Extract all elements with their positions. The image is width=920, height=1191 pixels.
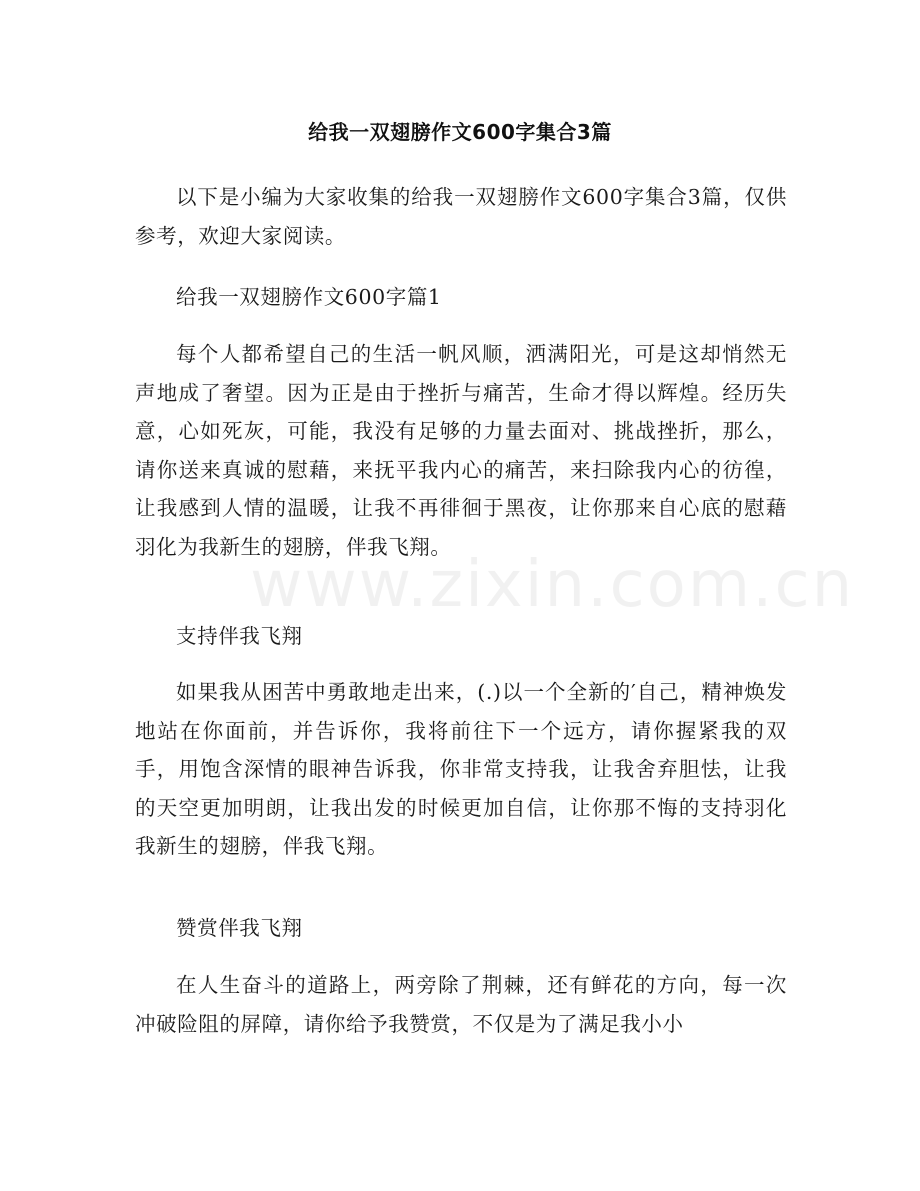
intro-paragraph: 以下是小编为大家收集的给我一双翅膀作文600字集合3篇，仅供参考，欢迎大家阅读。	[135, 185, 787, 248]
watermark: www.zixin.com.cn	[250, 548, 855, 622]
body-paragraph-3: 在人生奋斗的道路上，两旁除了荆棘，还有鲜花的方向，每一次冲破险阻的屏障，请你给予我赞赏，不仅是为了满足我小小	[135, 973, 787, 1036]
document-title: 给我一双翅膀作文600字集合3篇	[308, 120, 612, 144]
section-heading-praise: 赞赏伴我飞翔	[176, 916, 303, 940]
body-paragraph-2: 如果我从困苦中勇敢地走出来，(.)以一个全新的′自己，精神焕发地站在你面前，并告诉你，我将前往下一个远方，请你握紧我的双手，用饱含深情的眼神告诉我，你非常支持我，让我舍弃胆怯，让我的天空更加明朗，让我出发的时候更加自信，让你那不悔的支持羽化我新生的翅膀，伴我飞翔。	[135, 680, 787, 858]
section-heading-support: 支持伴我飞翔	[176, 624, 303, 648]
body-paragraph-1: 每个人都希望自己的生活一帆风顺，洒满阳光，可是这却悄然无声地成了奢望。因为正是由于挫折与痛苦，生命才得以辉煌。经历失意，心如死灰，可能，我没有足够的力量去面对、挑战挫折，那么，请你送来真诚的慰藉，来抚平我内心的痛苦，来扫除我内心的彷徨，让我感到人情的温暖，让我不再徘徊于黑夜，让你那来自心底的慰藉羽化为我新生的翅膀，伴我飞翔。	[135, 342, 787, 559]
essay-1-heading: 给我一双翅膀作文600字篇1	[176, 285, 442, 309]
